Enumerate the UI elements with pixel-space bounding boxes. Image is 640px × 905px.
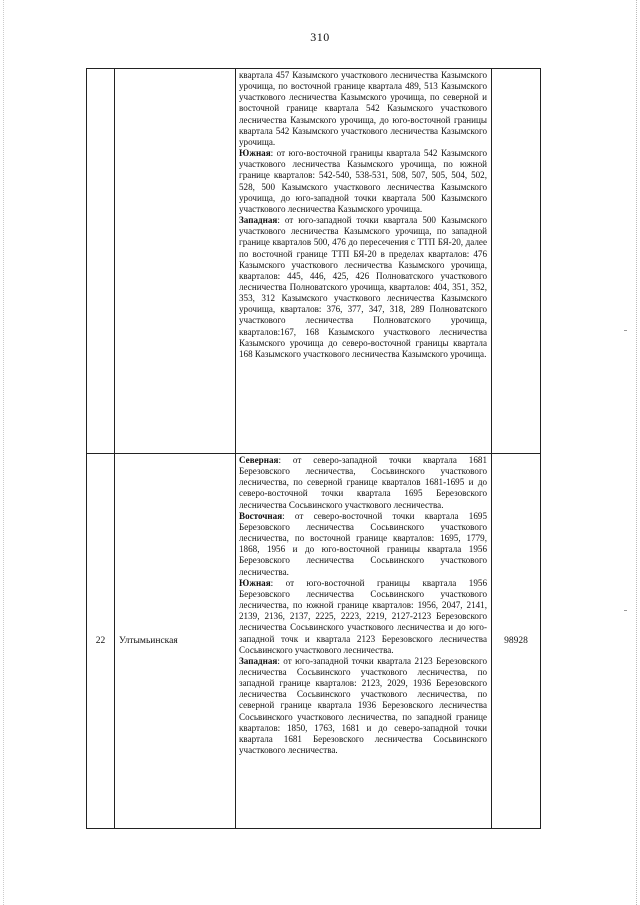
row-number-cell: 22 (87, 454, 115, 829)
territory-name-cell (115, 69, 236, 454)
south-boundary-text: : от юго-восточной границы квартала 542 Казымского участкового лесничества Казымского урочища, по южной границе кварталов: 542-540, 538-531, 508, 507, 505, 504, 502, 528, 500 Казымского участкового лесничества Казымского урочища, до юго-западной точки квартала 500 Казымского участкового лесничества Казымского урочища. (239, 148, 487, 214)
west-boundary-label: Западная (239, 215, 278, 226)
north-boundary-label: Северная (239, 455, 279, 465)
west-boundary-text: : от юго-западной точки квартала 2123 Березовского лесничества Сосьвинского участкового лесничества, по западной границе кварталов: 2123, 2029, 1936 Березовского лесничества Сосьвинского участкового лесничества, по северной границе квартала 1936 Березовского лесничества Сосьвинского участкового лесничества, по западной границе кварталов: 1850, 1763, 1681 и до северо-западной точки квартала 1681 Березовского лесничества Сосьвинского участкового лесничества. (239, 655, 487, 756)
scan-right-edge (636, 0, 640, 905)
area-cell (492, 69, 541, 454)
east-boundary-text: : от северо-восточной точки квартала 1695 Березовского лесничества Сосьвинского участкового лесничества, по восточной границе кварталов: 1695, 1779, 1868, 1956 и до юго-восточной границы квартала 1956 Березовского лесничества Сосьвинского участкового лесничества. (239, 510, 487, 577)
page-number: 310 (310, 30, 330, 44)
table-row (87, 454, 541, 829)
description-paragraph (239, 455, 487, 511)
description-paragraph (239, 215, 487, 360)
description-paragraph (239, 656, 487, 756)
north-boundary-text: : от северо-западной точки квартала 1681 Березовского лесничества, Сосьвинского участкового лесничества, по северной границе кварталов 1681-1695 и до северо-восточной точки квартала 1695 Березовского лесничества Сосьвинского участкового лесничества. (239, 455, 487, 510)
table-row (87, 69, 541, 454)
territory-name-cell: Ултымьинская (115, 454, 236, 829)
description-paragraph: квартала 457 Казымского участкового лесничества Казымского урочища, по восточной границе квартала 489, 513 Казымского участкового лесничества Казымского урочища, по северной и восточной границе квартала 542 Казымского участкового лесничества Казымского урочища, до юго-восточной границы квартала 542 Казымского участкового лесничества Казымского урочища. (239, 70, 487, 147)
east-boundary-label: Восточная (239, 510, 283, 521)
west-boundary-label: Западная (239, 655, 278, 666)
description-paragraph (239, 148, 487, 215)
area-cell: 98928 (492, 454, 541, 829)
row-number-cell (87, 69, 115, 454)
south-boundary-label: Южная (239, 148, 271, 159)
west-boundary-text: : от юго-западной точки квартала 500 Казымского участкового лесничества Казымского урочища, по западной границе кварталов 500, 476 до пересечения с ТТП БЯ-20, далее по восточной границе ТТП БЯ-20 в пределах кварталов: 476 Казымского участкового лесничества Казымского урочища, кварталов: 445, 446, 425, 426 Полноватского участкового лесничества Полноватского урочища, кварталов: 404, 351, 352, 353, 312 Казымского участкового лесничества Казымского урочища, кварталов: 376, 377, 347, 318, 289 Полноватского участкового лесничества Полноватского урочища, кварталов:167, 168 Казымского участкового лесничества Казымского урочища до северо-восточной границы квартала 168 Казымского участкового лесничества Казымского урочища. (239, 215, 487, 359)
margin-mark (624, 610, 627, 611)
scan-left-edge (0, 0, 4, 905)
south-boundary-text: : от юго-восточной границы квартала 1956 Березовского лесничества Сосьвинского участкового лесничества, по южной границе кварталов: 1956, 2047, 2141, 2139, 2136, 2137, 2225, 2223, 2219, 2127-2123 Березовского лесничества Сосьвинского участкового лесничества и до юго-западной точк и квартала 2123 Березовского лесничества Сосьвинского участкового лесничества. (239, 577, 487, 655)
description-paragraph (239, 578, 487, 656)
description-paragraph (239, 511, 487, 578)
boundary-description-cell (236, 454, 492, 829)
boundaries-table (86, 68, 541, 829)
boundary-description-cell (236, 69, 492, 454)
margin-mark (624, 330, 627, 331)
south-boundary-label: Южная (239, 577, 271, 588)
